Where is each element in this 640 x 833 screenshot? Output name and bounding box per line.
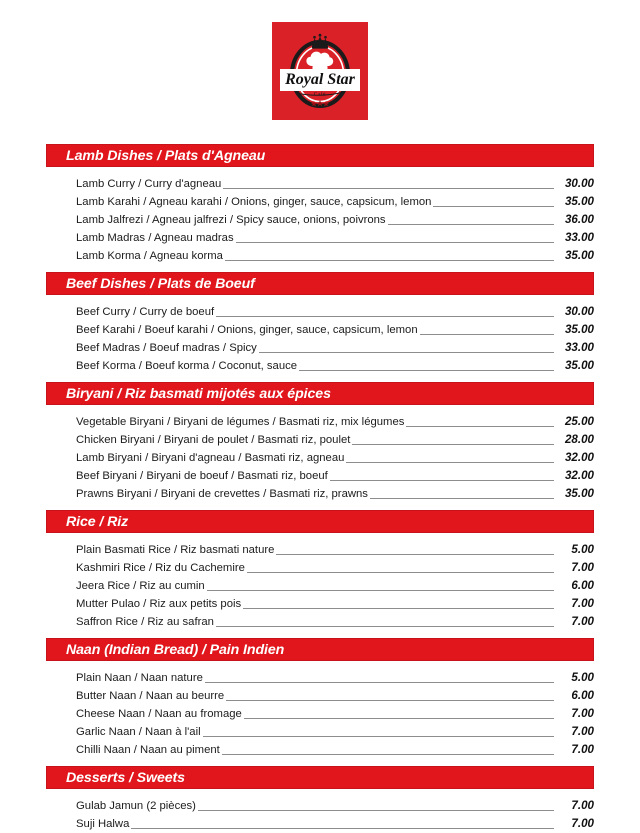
section-items [46,795,594,833]
menu-item[interactable] [76,357,594,375]
item-price: 7.00 [571,817,594,830]
menu-item[interactable] [76,541,594,559]
item-price: 32.00 [564,451,594,464]
item-price: 36.00 [564,213,594,226]
item-name: Jeera Rice / Riz au cumin [76,580,205,592]
item-name: Beef Madras / Boeuf madras / Spicy [76,342,257,354]
menu-section-rice [46,510,594,631]
menu-item[interactable] [76,339,594,357]
logo-header [0,0,640,120]
section-header-bar [46,638,594,661]
menu-section-beef-dishes [46,272,594,375]
section-header-bar [46,510,594,533]
leader-line [299,370,554,371]
leader-line [222,754,554,755]
item-price: 7.00 [571,561,594,574]
menu-item[interactable] [76,413,594,431]
item-price: 25.00 [564,415,594,428]
menu-item[interactable] [76,741,594,759]
item-name: Prawns Biryani / Biryani de crevettes / Basmati riz, prawns [76,488,368,500]
menu-item[interactable] [76,577,594,595]
section-items [46,173,594,265]
leader-line [370,498,554,499]
item-name: Lamb Biryani / Biryani d'agneau / Basmati riz, agneau [76,452,345,464]
leader-line [216,316,554,317]
menu-item[interactable] [76,669,594,687]
leader-line [388,224,554,225]
section-title: Naan (Indian Bread) / Pain Indien [66,641,285,658]
menu-item[interactable] [76,595,594,613]
section-header-bar [46,766,594,789]
item-name: Beef Curry / Curry de boeuf [76,306,215,318]
menu-item[interactable] [76,431,594,449]
menu-item[interactable] [76,687,594,705]
item-name: Butter Naan / Naan au beurre [76,690,225,702]
item-price: 35.00 [564,323,594,336]
menu-item[interactable] [76,613,594,631]
leader-line [223,188,554,189]
leader-line [205,682,554,683]
item-name: Lamb Jalfrezi / Agneau jalfrezi / Spicy sauce, onions, poivrons [76,214,386,226]
menu-item[interactable] [76,705,594,723]
leader-line [259,352,554,353]
royal-star-cafe-logo [272,22,368,120]
leader-line [276,554,554,555]
section-header-bar [46,144,594,167]
item-price: 7.00 [571,707,594,720]
item-name: Chilli Naan / Naan au piment [76,744,220,756]
leader-line [198,810,554,811]
item-price: 35.00 [564,359,594,372]
menu-item[interactable] [76,321,594,339]
section-items [46,301,594,375]
leader-line [236,242,554,243]
menu-section-biryani [46,382,594,503]
item-name: Chicken Biryani / Biryani de poulet / Basmati riz, poulet [76,434,351,446]
menu-item[interactable] [76,467,594,485]
leader-line [244,718,554,719]
item-price: 30.00 [564,177,594,190]
item-price: 5.00 [571,671,594,684]
item-name: Plain Basmati Rice / Riz basmati nature [76,544,275,556]
leader-line [207,590,554,591]
item-name: Lamb Karahi / Agneau karahi / Onions, ginger, sauce, capsicum, lemon [76,196,432,208]
svg-text:Royal Star: Royal Star [285,71,355,89]
item-name: Lamb Korma / Agneau korma [76,250,223,262]
leader-line [346,462,554,463]
item-name: Plain Naan / Naan nature [76,672,203,684]
item-name: Lamb Madras / Agneau madras [76,232,234,244]
menu-item[interactable] [76,815,594,833]
item-price: 35.00 [564,249,594,262]
item-price: 28.00 [564,433,594,446]
section-header-bar [46,272,594,295]
item-price: 7.00 [571,743,594,756]
svg-text:Café: Café [313,91,327,98]
item-name: Kashmiri Rice / Riz du Cachemire [76,562,245,574]
item-price: 7.00 [571,615,594,628]
section-items [46,411,594,503]
menu-item[interactable] [76,449,594,467]
leader-line [352,444,554,445]
item-name: Beef Biryani / Biryani de boeuf / Basmati riz, boeuf [76,470,328,482]
menu-item[interactable] [76,303,594,321]
item-price: 33.00 [564,341,594,354]
item-price: 7.00 [571,725,594,738]
item-price: 6.00 [571,689,594,702]
item-name: Vegetable Biryani / Biryani de légumes / Basmati riz, mix légumes [76,416,405,428]
leader-line [243,608,554,609]
leader-line [433,206,554,207]
section-title: Beef Dishes / Plats de Boeuf [66,275,255,292]
leader-line [406,426,554,427]
item-price: 32.00 [564,469,594,482]
item-price: 30.00 [564,305,594,318]
leader-line [216,626,554,627]
section-header-bar [46,382,594,405]
leader-line [420,334,554,335]
item-price: 6.00 [571,579,594,592]
section-title: Lamb Dishes / Plats d'Agneau [66,147,266,164]
item-price: 33.00 [564,231,594,244]
item-name: Gulab Jamun (2 pièces) [76,800,196,812]
item-price: 35.00 [564,487,594,500]
item-name: Suji Halwa [76,818,130,830]
menu-item[interactable] [76,229,594,247]
leader-line [247,572,554,573]
item-name: Beef Korma / Boeuf korma / Coconut, sauce [76,360,298,372]
leader-line [203,736,554,737]
item-name: Garlic Naan / Naan à l'ail [76,726,201,738]
item-price: 7.00 [571,597,594,610]
menu-section-naan [46,638,594,759]
menu-item[interactable] [76,485,594,503]
menu-item[interactable] [76,193,594,211]
item-name: Cheese Naan / Naan au fromage [76,708,242,720]
section-items [46,667,594,759]
item-price: 5.00 [571,543,594,556]
menu-section-lamb-dishes [46,144,594,265]
menu-item[interactable] [76,723,594,741]
section-title: Biryani / Riz basmati mijotés aux épices [66,385,331,402]
item-price: 7.00 [571,799,594,812]
menu-item[interactable] [76,559,594,577]
section-title: Desserts / Sweets [66,769,185,786]
menu-item[interactable] [76,175,594,193]
menu-sections [0,144,640,833]
item-name: Lamb Curry / Curry d'agneau [76,178,222,190]
leader-line [225,260,554,261]
section-title: Rice / Riz [66,513,129,530]
leader-line [330,480,554,481]
item-name: Beef Karahi / Boeuf karahi / Onions, ginger, sauce, capsicum, lemon [76,324,418,336]
section-items [46,539,594,631]
item-price: 35.00 [564,195,594,208]
item-name: Saffron Rice / Riz au safran [76,616,214,628]
menu-item[interactable] [76,247,594,265]
leader-line [131,828,554,829]
item-name: Mutter Pulao / Riz aux petits pois [76,598,242,610]
leader-line [226,700,554,701]
menu-item[interactable] [76,211,594,229]
